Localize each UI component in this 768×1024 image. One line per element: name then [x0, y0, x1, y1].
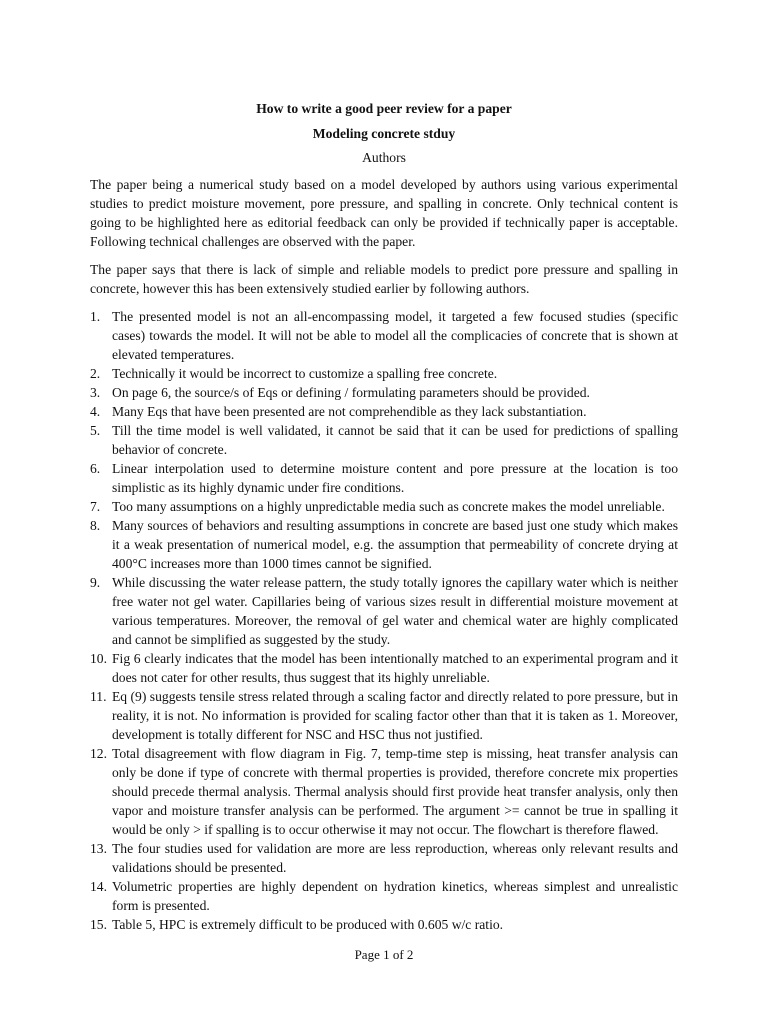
list-item-text: Till the time model is well validated, it cannot be said that it can be used for predictions of spalling behavior of concrete. — [112, 423, 678, 457]
list-item-text: Linear interpolation used to determine moisture content and pore pressure at the location is too simplistic as its highly dynamic under fire conditions. — [112, 461, 678, 495]
context-paragraph: The paper says that there is lack of simple and reliable models to predict pore pressure and spalling in concrete, however this has been extensively studied earlier by following authors. — [90, 262, 678, 296]
list-item — [90, 877, 678, 915]
list-item-text: Eq (9) suggests tensile stress related through a scaling factor and directly related to pore pressure, but in reality, it is not. No information is provided for scaling factor other than that it is taken as 1. Moreover, development is totally different for NSC and HSC thus not justified. — [112, 689, 678, 742]
list-item-number: 8. — [90, 518, 101, 533]
list-item-number: 14. — [90, 879, 107, 894]
list-item-number: 7. — [90, 499, 101, 514]
document-body — [90, 175, 678, 934]
list-item-number: 4. — [90, 404, 101, 419]
list-item-text: Fig 6 clearly indicates that the model has been intentionally matched to an experimental program and it does not cater for other results, thus suggest that its highly unreliable. — [112, 651, 678, 685]
list-item-text: While discussing the water release pattern, the study totally ignores the capillary water which is neither free water not gel water. Capillaries being of various sizes result in differential moisture movement at various temperatures. Moreover, the removal of gel water and chemical water are highly complicated and cannot be simplified as suggested by the study. — [112, 575, 678, 647]
list-item-number: 10. — [90, 651, 107, 666]
list-item — [90, 839, 678, 877]
list-item — [90, 744, 678, 839]
list-item-number: 12. — [90, 746, 107, 761]
list-item — [90, 383, 678, 402]
list-item — [90, 459, 678, 497]
document-title: How to write a good peer review for a paper — [256, 101, 512, 116]
list-item — [90, 649, 678, 687]
list-item-text: The presented model is not an all-encompassing model, it targeted a few focused studies (specific cases) towards the model. It will not be able to model all the complicacies of concrete that is shown at elevated temperatures. — [112, 309, 678, 362]
document-header — [0, 99, 768, 173]
list-item-text: On page 6, the source/s of Eqs or defining / formulating parameters should be provided. — [112, 385, 590, 400]
list-item-number: 13. — [90, 841, 107, 856]
list-item-number: 15. — [90, 917, 107, 932]
list-item-number: 11. — [90, 689, 107, 704]
list-item-number: 3. — [90, 385, 101, 400]
list-item — [90, 915, 678, 934]
list-item-text: Table 5, HPC is extremely difficult to be produced with 0.605 w/c ratio. — [112, 917, 504, 932]
document-subtitle: Modeling concrete stduy — [312, 125, 456, 141]
list-item-number: 2. — [90, 366, 101, 381]
list-item-number: 5. — [90, 423, 101, 438]
document-authors: Authors — [362, 150, 406, 165]
list-item — [90, 687, 678, 744]
list-item — [90, 516, 678, 573]
list-item — [90, 307, 678, 364]
review-points-list — [90, 307, 678, 934]
list-item-text: The four studies used for validation are more are less reproduction, whereas only relevant results and validations should be presented. — [112, 841, 678, 875]
list-item — [90, 497, 678, 516]
list-item — [90, 364, 678, 383]
list-item — [90, 421, 678, 459]
list-item-text: Volumetric properties are highly dependent on hydration kinetics, whereas simplest and unrealistic form is presented. — [112, 879, 678, 913]
list-item-text: Technically it would be incorrect to customize a spalling free concrete. — [112, 366, 498, 381]
list-item-text: Many sources of behaviors and resulting assumptions in concrete are based just one study which makes it a weak presentation of numerical model, e.g. the assumption that permeability of concrete drying at 400°C increases more than 1000 times cannot be signified. — [112, 518, 678, 571]
page-number: Page 1 of 2 — [354, 947, 414, 962]
list-item — [90, 573, 678, 649]
list-item-text: Too many assumptions on a highly unpredictable media such as concrete makes the model unreliable. — [112, 499, 665, 514]
list-item-text: Total disagreement with flow diagram in Fig. 7, temp-time step is missing, heat transfer analysis can only be done if type of concrete with thermal properties is provided, therefore concrete mix properties should precede thermal analysis. Thermal analysis should first provide heat transfer analysis, only then vapor and moisture transfer analysis can be performed. The argument >= cannot be true in spalling it would be only > if spalling is to occur otherwise it may not occur. The flowchart is therefore flawed. — [112, 746, 678, 837]
list-item-text: Many Eqs that have been presented are not comprehendible as they lack substantiation. — [112, 404, 587, 419]
list-item-number: 9. — [90, 575, 101, 590]
list-item — [90, 402, 678, 421]
intro-paragraph: The paper being a numerical study based on a model developed by authors using various experimental studies to predict moisture movement, pore pressure, and spalling in concrete. Only technical content is going to be highlighted here as editorial feedback can only be provided if technically paper is acceptable. Following technical challenges are observed with the paper. — [90, 177, 678, 249]
list-item-number: 6. — [90, 461, 101, 476]
list-item-number: 1. — [90, 309, 101, 324]
